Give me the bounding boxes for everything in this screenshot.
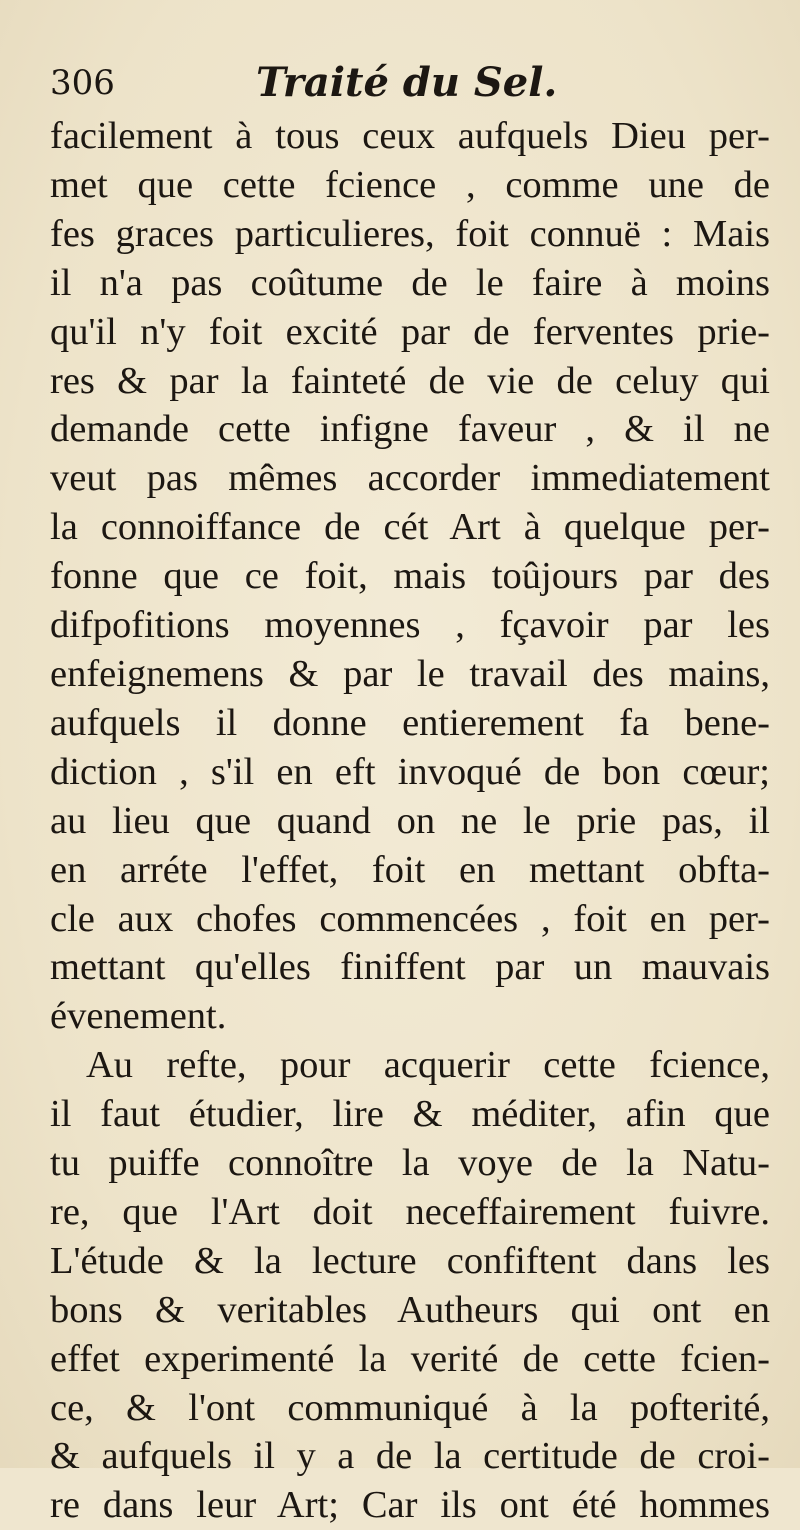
page-number: 306 bbox=[50, 63, 115, 103]
text-line: diction , s'il en eft invoqué de bon cœur; bbox=[50, 750, 770, 793]
text-line: bons & veritables Autheurs qui ont en bbox=[50, 1288, 770, 1331]
running-title: Traité du Sel. bbox=[256, 59, 558, 106]
text-line: cle aux chofes commencées , foit en per- bbox=[50, 897, 770, 940]
text-line: met que cette fcience , comme une de bbox=[50, 163, 770, 206]
text-line: aufquels il donne entierement fa bene- bbox=[50, 701, 770, 744]
text-line: fes graces particulieres, foit connuë : Mais bbox=[50, 212, 770, 255]
text-line: veut pas mêmes accorder immediatement bbox=[50, 457, 770, 500]
text-line: mettant qu'elles finiffent par un mauvais bbox=[50, 946, 770, 989]
text-line: effet experimenté la verité de cette fcien- bbox=[50, 1337, 770, 1380]
text-line: qu'il n'y foit excité par de ferventes prie- bbox=[50, 310, 770, 353]
text-line: demande cette infigne faveur , & il ne bbox=[50, 408, 770, 451]
page-header bbox=[50, 58, 770, 108]
paragraph bbox=[50, 112, 770, 1041]
text-line: au lieu que quand on ne le prie pas, il bbox=[50, 799, 770, 842]
text-line: il n'a pas coûtume de le faire à moins bbox=[50, 261, 770, 304]
text-line: re dans leur Art; Car ils ont été hommes bbox=[50, 1484, 770, 1527]
body-text bbox=[50, 112, 770, 1530]
text-line: difpofitions moyennes , fçavoir par les bbox=[50, 604, 770, 647]
text-line: & aufquels il y a de la certitude de croi- bbox=[50, 1435, 770, 1478]
text-line: ce, & l'ont communiqué à la pofterité, bbox=[50, 1386, 770, 1429]
text-line: la connoiffance de cét Art à quelque per- bbox=[50, 506, 770, 549]
text-line: il faut étudier, lire & méditer, afin que bbox=[50, 1093, 770, 1136]
text-line: re, que l'Art doit neceffairement fuivre. bbox=[50, 1190, 770, 1233]
text-line: Au refte, pour acquerir cette fcience, bbox=[86, 1044, 770, 1087]
text-line: res & par la fainteté de vie de celuy qui bbox=[50, 359, 770, 402]
text-line: tu puiffe connoître la voye de la Natu- bbox=[50, 1142, 770, 1185]
text-line: en arréte l'effet, foit en mettant obfta- bbox=[50, 848, 770, 891]
text-line: évenement. bbox=[50, 995, 227, 1038]
text-line: L'étude & la lecture confiftent dans les bbox=[50, 1239, 770, 1282]
paragraph bbox=[50, 1041, 770, 1530]
text-line: facilement à tous ceux aufquels Dieu per- bbox=[50, 115, 770, 157]
text-line: enfeignemens & par le travail des mains, bbox=[50, 652, 770, 695]
text-line: fonne que ce foit, mais toûjours par des bbox=[50, 555, 770, 598]
